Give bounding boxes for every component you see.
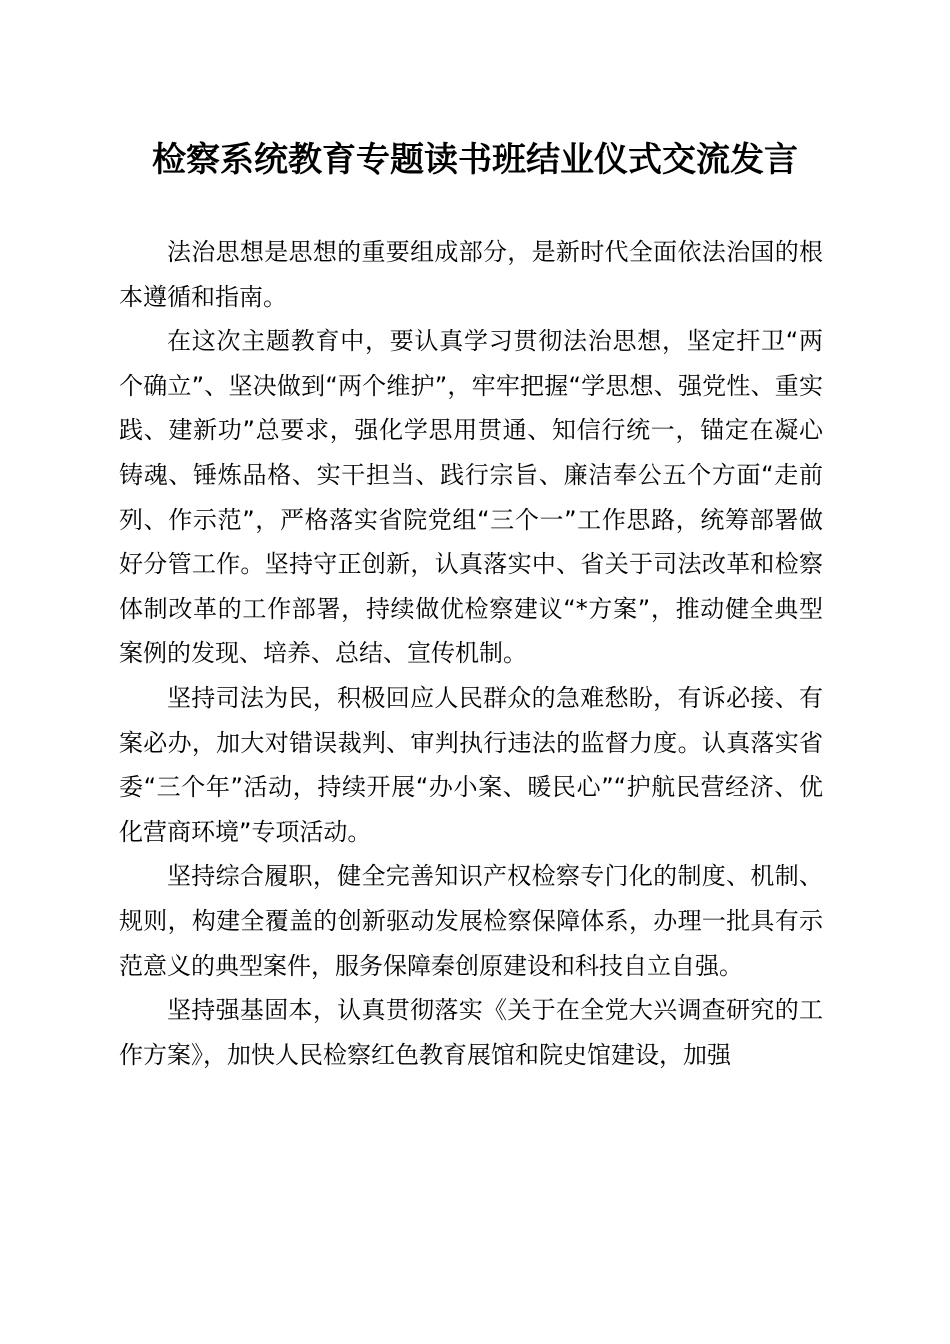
document-body	[119, 230, 823, 1077]
paragraph-2: 在这次主题教育中，要认真学习贯彻法治思想，坚定扞卫“两个确立”、坚决做到“两个维护”，牢牢把握“学思想、强党性、重实践、建新功”总要求，强化学思用贯通、知信行统一，锚定在凝心铸魂、锤炼品格、实干担当、践行宗旨、廉洁奉公五个方面“走前列、作示范”，严格落实省院党组“三个一”工作思路，统筹部署做好分管工作。坚持守正创新，认真落实中、省关于司法改革和检察体制改革的工作部署，持续做优检察建议“*方案”，推动健全典型案例的发现、培养、总结、宣传机制。	[119, 327, 823, 668]
document-title: 检察系统教育专题读书班结业仪式交流发言	[152, 140, 798, 180]
paragraph-3: 坚持司法为民，积极回应人民群众的急难愁盼，有诉必接、有案必办，加大对错误裁判、审判执行违法的监督力度。认真落实省委“三个年”活动，持续开展“办小案、暖民心”“护航民营经济、优化营商环境”专项活动。	[119, 683, 823, 846]
paragraph-1: 法治思想是思想的重要组成部分，是新时代全面依法治国的根本遵循和指南。	[119, 238, 823, 311]
paragraph-5: 坚持强基固本，认真贯彻落实《关于在全党大兴调查研究的工作方案》，加快人民检察红色教育展馆和院史馆建设，加强	[119, 996, 823, 1069]
paragraph-4: 坚持综合履职，健全完善知识产权检察专门化的制度、机制、规则，构建全覆盖的创新驱动发展检察保障体系，办理一批具有示范意义的典型案件，服务保障秦创原建设和科技自立自强。	[119, 862, 823, 980]
